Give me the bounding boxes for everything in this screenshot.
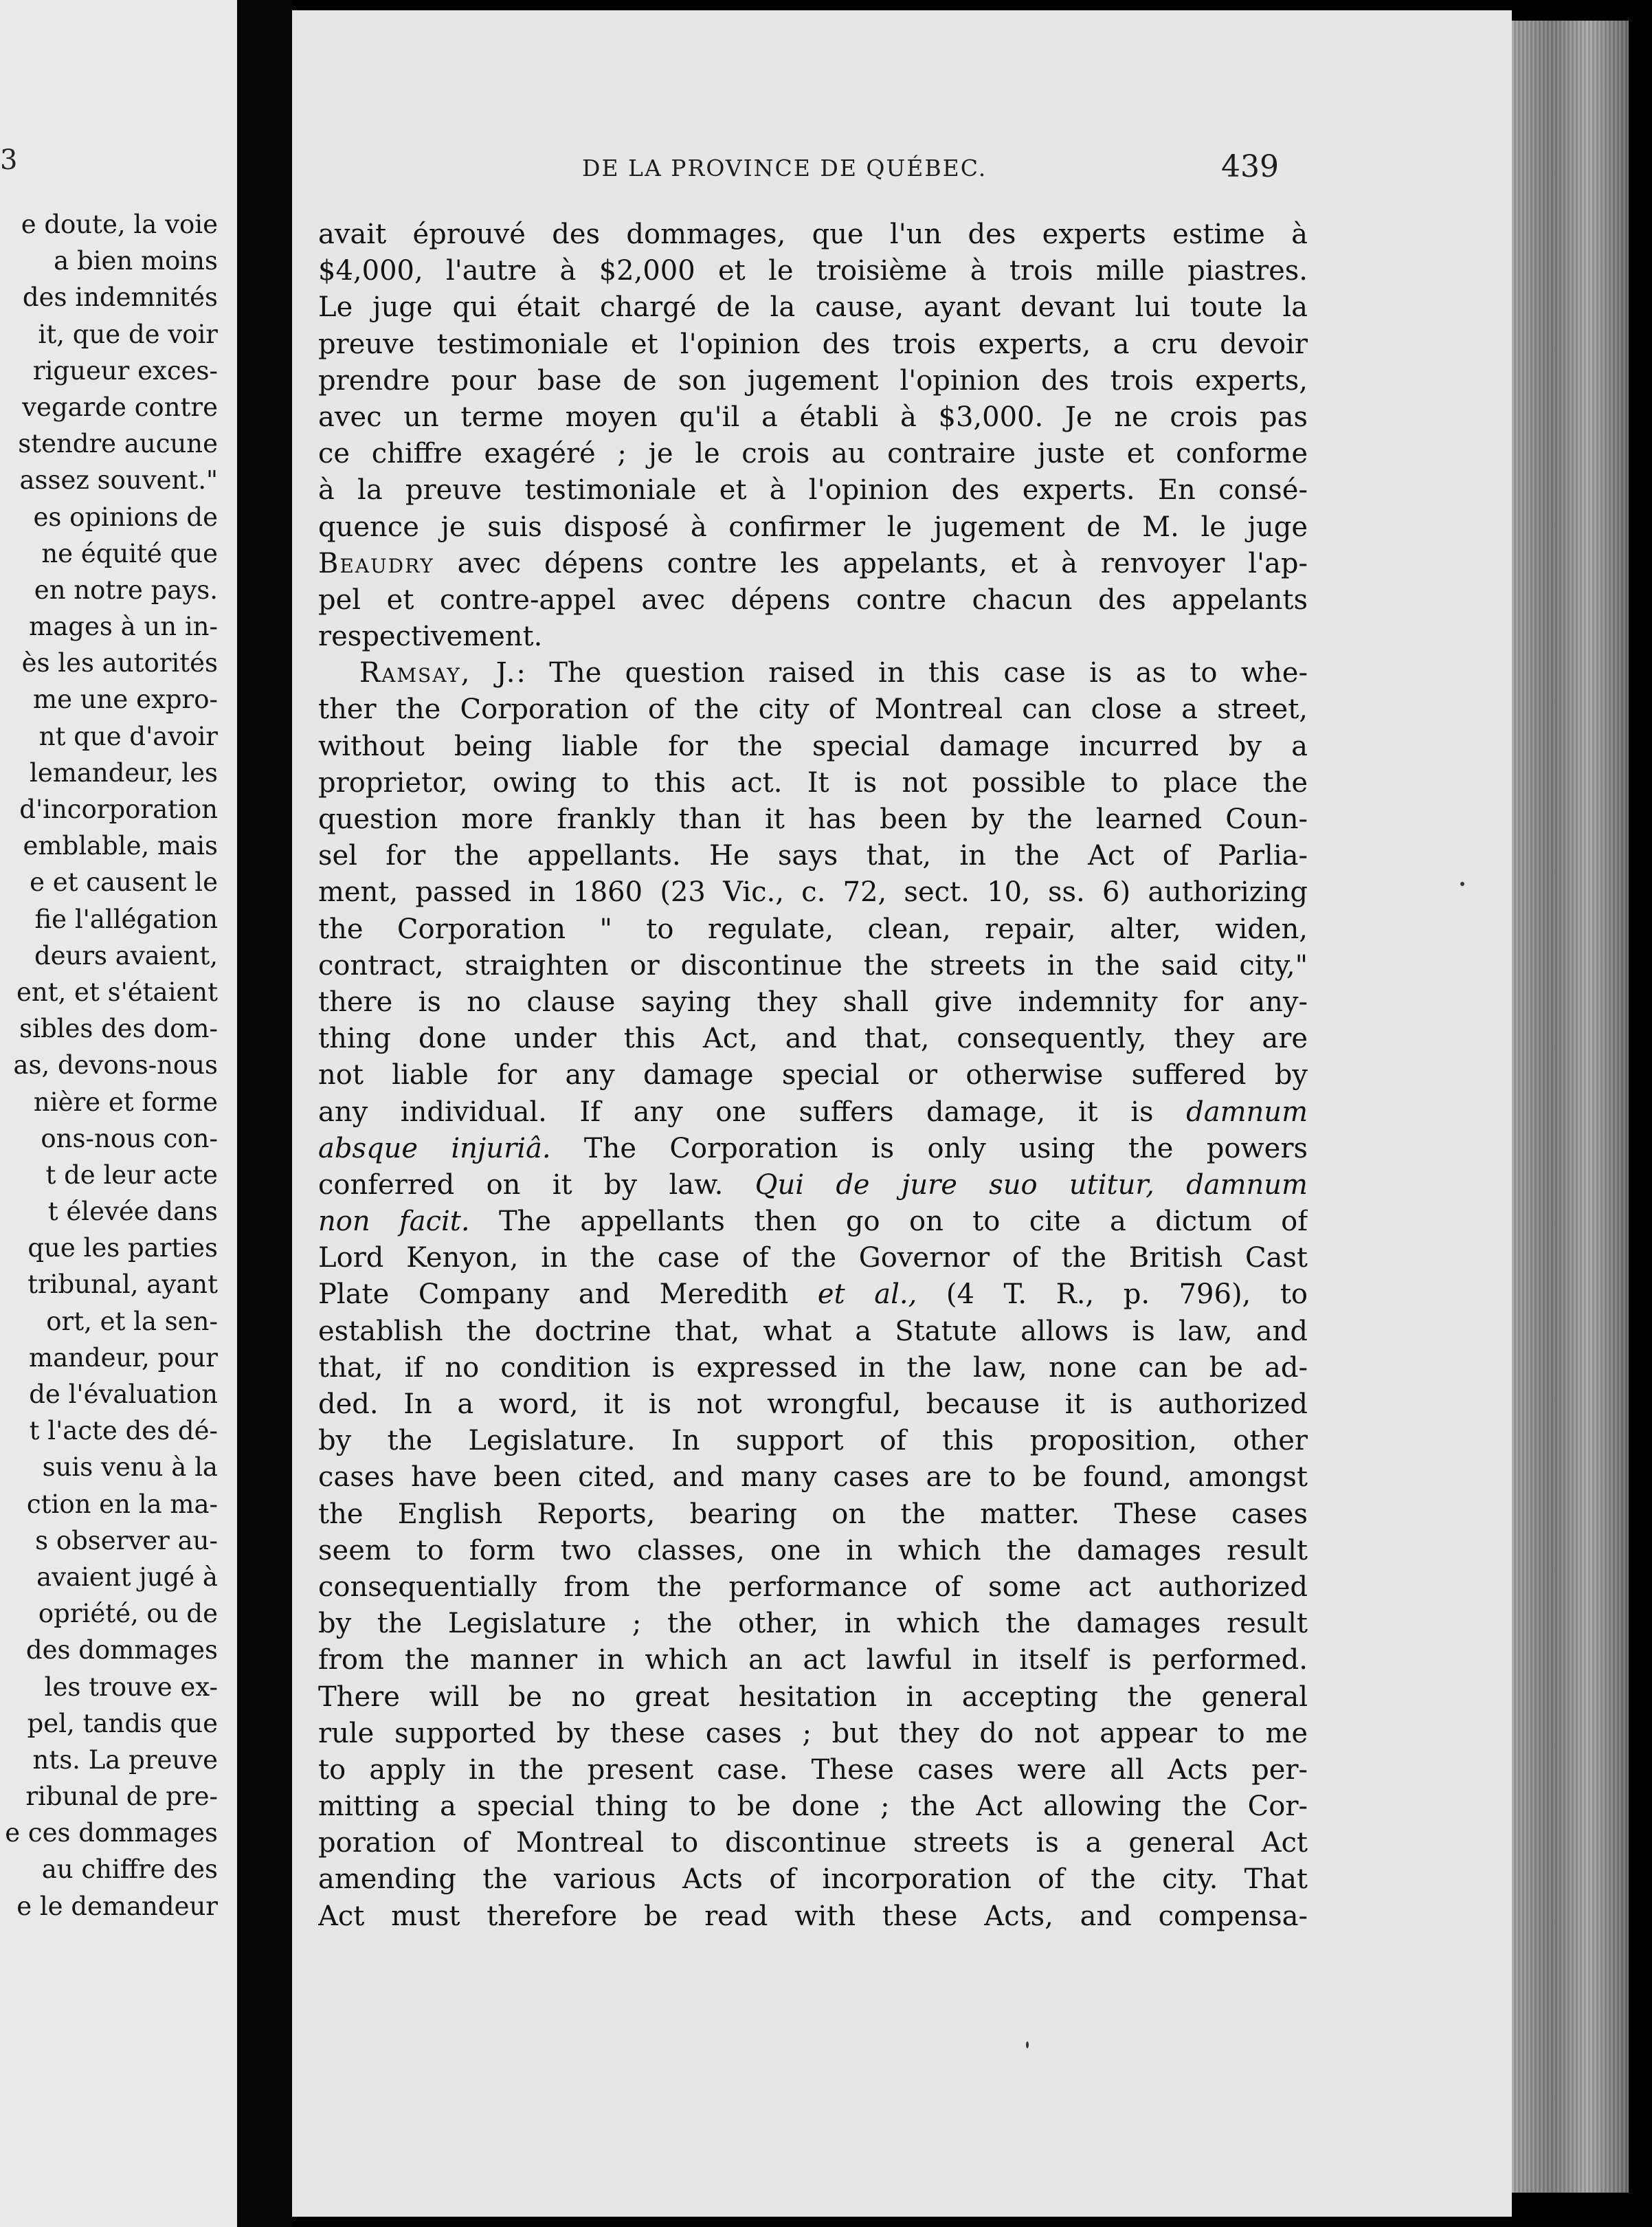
left-page-mark: 3 <box>0 144 18 176</box>
text-line: pel et contre-appel avec dépens contre chacun des appelants <box>318 584 1308 616</box>
left-page-line: lemandeur, les <box>30 757 218 788</box>
left-page-line: nt que d'avoir <box>38 721 218 751</box>
left-page-line: ès les autorités <box>21 648 218 678</box>
left-page-line: sibles des dom- <box>19 1014 218 1044</box>
left-page-line: pel, tandis que <box>27 1708 218 1738</box>
text-line <box>318 1276 1308 1313</box>
text-line: seem to form two classes, one in which the damages result <box>318 1534 1308 1566</box>
left-page-line: ribunal de pre- <box>25 1782 218 1812</box>
text-line: $4,000, l'autre à $2,000 et le troisième à trois mille piastres. <box>318 255 1308 287</box>
text-line <box>318 546 1308 582</box>
left-facing-page <box>0 0 237 2227</box>
text-line: Act must therefore be read with these Acts, and compensa- <box>318 1900 1308 1932</box>
left-page-line: ne équité que <box>41 538 218 568</box>
left-page-line: assez souvent." <box>19 465 218 496</box>
left-page-line: nts. La preuve <box>32 1744 218 1775</box>
text-line: establish the doctrine that, what a Statute allows is law, and <box>318 1315 1308 1347</box>
left-page-line: opriété, ou de <box>38 1599 218 1629</box>
text-line: from the manner in which an act lawful in itself is performed. <box>318 1644 1308 1676</box>
left-page-text <box>5 206 218 1925</box>
left-page-line: mandeur, pour <box>28 1342 218 1373</box>
latin-phrase: non facit. <box>318 1206 470 1238</box>
text-line: ded. In a word, it is not wrongful, because it is authorized <box>318 1388 1308 1420</box>
judge-name: Ramsay, J. <box>359 657 517 689</box>
text-line: avec un terme moyen qu'il a établi à $3,000. Je ne crois pas <box>318 401 1308 433</box>
text-line: poration of Montreal to discontinue streets is a general Act <box>318 1827 1308 1859</box>
text-line: prendre pour base de son jugement l'opinion des trois experts, <box>318 364 1308 397</box>
left-page-line: tribunal, ayant <box>27 1270 218 1300</box>
left-page-line: a bien moins <box>54 246 218 276</box>
text-line: consequentially from the performance of some act authorized <box>318 1571 1308 1603</box>
judge-name: Beaudry <box>318 547 434 579</box>
text-line: avait éprouvé des dommages, que l'un des experts estime à <box>318 219 1308 250</box>
text-line: amending the various Acts of incorporation of the city. That <box>318 1863 1308 1896</box>
left-page-line: mages à un in- <box>29 612 218 642</box>
latin-phrase: et al., <box>817 1278 917 1311</box>
left-page-line: des dommages <box>25 1635 218 1665</box>
book-gutter <box>237 0 292 2227</box>
left-page-line: deurs avaient, <box>34 940 218 971</box>
text-line: ment, passed in 1860 (23 Vic., c. 72, sect. 10, ss. 6) authorizing <box>318 876 1308 909</box>
latin-phrase: Qui de jure suo utitur, damnum <box>755 1168 1308 1201</box>
text-line: preuve testimoniale et l'opinion des trois experts, a cru devoir <box>318 328 1308 360</box>
left-page-line: e le demandeur <box>16 1891 218 1921</box>
right-page <box>292 10 1512 2217</box>
left-page-line: e doute, la voie <box>21 210 218 239</box>
left-page-line: fie l'allégation <box>34 904 218 934</box>
left-page-line: ort, et la sen- <box>46 1306 218 1336</box>
text-line: contract, straighten or discontinue the streets in the said city," <box>318 949 1308 982</box>
left-page-line: emblable, mais <box>23 831 218 861</box>
left-page-line: rigueur exces- <box>32 355 218 386</box>
text-run: avec dépens contre les appelants, et à renvoyer l'ap- <box>457 547 1308 579</box>
left-page-line: avaient jugé à <box>36 1562 218 1592</box>
left-page-line: au chiffre des <box>41 1854 218 1885</box>
left-page-line: ction en la ma- <box>26 1489 218 1519</box>
page-number: 439 <box>1221 149 1279 184</box>
text-line: the English Reports, bearing on the matter. These cases <box>318 1498 1308 1530</box>
ink-speck <box>1026 2041 1029 2048</box>
left-page-line: t de leur acte <box>45 1160 218 1190</box>
text-line: that, if no condition is expressed in the law, none can be ad- <box>318 1351 1308 1384</box>
left-page-line: t l'acte des dé- <box>29 1416 218 1446</box>
text-line: by the Legislature. In support of this proposition, other <box>318 1425 1308 1457</box>
text-line: the Corporation " to regulate, clean, repair, alter, widen, <box>318 913 1308 945</box>
text-run: conferred on it by law. <box>318 1168 724 1201</box>
left-page-line: en notre pays. <box>34 575 218 605</box>
running-head: DE LA PROVINCE DE QUÉBEC. <box>582 155 987 181</box>
text-line: respectivement. <box>318 621 543 653</box>
text-line <box>318 1204 1308 1240</box>
latin-phrase: absque injuriâ. <box>318 1132 551 1164</box>
left-page-line: que les parties <box>27 1233 218 1263</box>
text-line: by the Legislature ; the other, in which the damages result <box>318 1608 1308 1640</box>
text-line: without being liable for the special damage incurred by a <box>318 730 1308 762</box>
text-line <box>318 1167 1308 1204</box>
body-text <box>318 217 1308 1935</box>
left-page-line: es opinions de <box>33 502 218 532</box>
page-edges <box>1491 21 1629 2193</box>
text-line: Lord Kenyon, in the case of the Governor of the British Cast <box>318 1242 1308 1274</box>
text-line: à la preuve testimoniale et à l'opinion des experts. En consé- <box>318 474 1308 507</box>
text-run: any individual. If any one suffers damage, it is <box>318 1096 1154 1128</box>
text-line: There will be no great hesitation in accepting the general <box>318 1681 1308 1713</box>
left-page-line: de l'évaluation <box>29 1380 218 1409</box>
text-line: mitting a special thing to be done ; the Act allowing the Cor- <box>318 1791 1308 1823</box>
text-line: question more frankly than it has been by the learned Coun- <box>318 804 1308 835</box>
left-page-line: nière et forme <box>33 1087 218 1117</box>
text-line: ther the Corporation of the city of Montreal can close a street, <box>318 694 1308 726</box>
left-page-line: ent, et s'étaient <box>16 977 218 1007</box>
left-page-line: suis venu à la <box>42 1452 218 1483</box>
text-line: sel for the appellants. He says that, in the Act of Parlia- <box>318 840 1308 872</box>
left-page-line: des indemnités <box>22 282 218 313</box>
ink-speck <box>1460 882 1464 886</box>
text-line: ce chiffre exagéré ; je le crois au contraire juste et conforme <box>318 438 1308 470</box>
text-line <box>318 1094 1308 1131</box>
text-run: (4 T. R., p. 796), to <box>946 1278 1308 1311</box>
left-page-line: it, que de voir <box>38 319 218 349</box>
left-page-line: d'incorporation <box>19 795 218 824</box>
left-page-line: ons-nous con- <box>41 1123 218 1153</box>
left-page-line: e et causent le <box>30 867 218 898</box>
text-line: to apply in the present case. These cases were all Acts per- <box>318 1753 1308 1786</box>
text-line: cases have been cited, and many cases are to be found, amongst <box>318 1461 1308 1494</box>
text-line: thing done under this Act, and that, consequently, they are <box>318 1023 1308 1055</box>
text-line <box>318 655 1308 691</box>
text-run: The Corporation is only using the powers <box>583 1132 1308 1164</box>
left-page-line: stendre aucune <box>18 429 218 459</box>
left-page-line: les trouve ex- <box>44 1672 218 1702</box>
text-line: rule supported by these cases ; but they do not appear to me <box>318 1717 1308 1749</box>
text-line: quence je suis disposé à confirmer le jugement de M. le juge <box>318 511 1308 543</box>
left-page-line: t élevée dans <box>47 1197 218 1227</box>
left-page-line: me une expro- <box>33 685 218 715</box>
latin-phrase: damnum <box>1186 1096 1308 1128</box>
text-line: proprietor, owing to this act. It is not possible to place the <box>318 766 1308 799</box>
text-run: The appellants then go on to cite a dictum of <box>498 1206 1308 1238</box>
left-page-line: vegarde contre <box>22 392 218 422</box>
text-line <box>318 1131 1308 1167</box>
left-page-line: s observer au- <box>35 1525 218 1555</box>
text-line: not liable for any damage special or otherwise suffered by <box>318 1059 1308 1092</box>
text-run: : The question raised in this case is as to whe- <box>516 657 1308 689</box>
text-line: Le juge qui était chargé de la cause, ayant devant lui toute la <box>318 291 1308 324</box>
text-run: Plate Company and Meredith <box>318 1278 789 1311</box>
left-page-line: as, devons-nous <box>13 1050 218 1081</box>
text-line: there is no clause saying they shall give indemnity for any- <box>318 986 1308 1018</box>
left-page-line: e ces dommages <box>5 1818 218 1848</box>
